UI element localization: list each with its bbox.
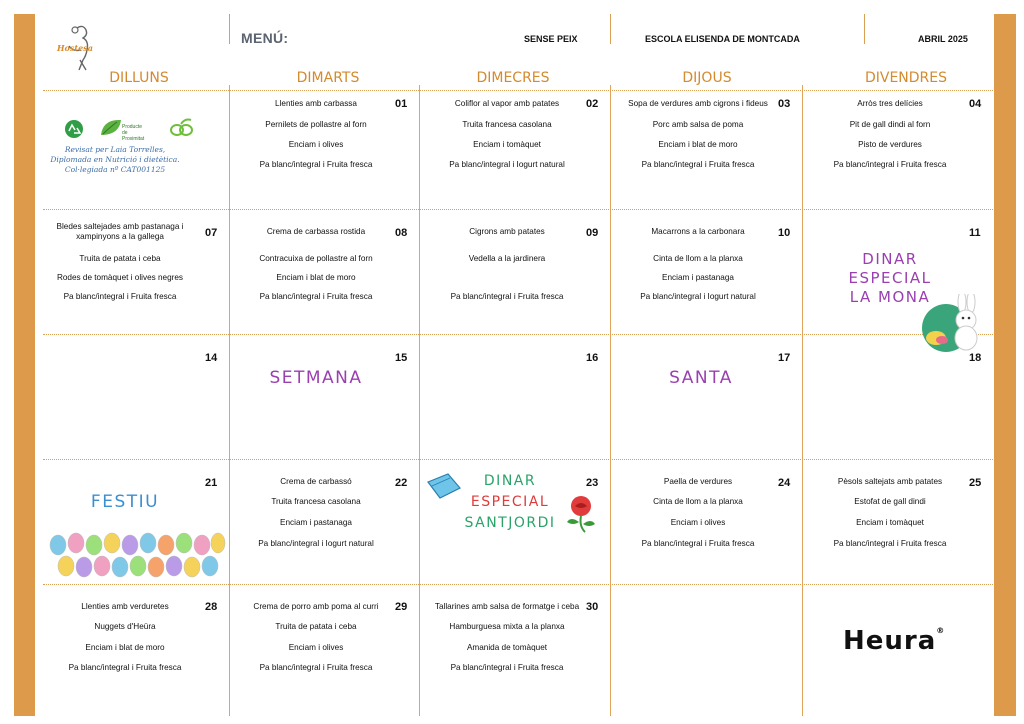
right-sidebar-bar — [994, 14, 1016, 716]
menu-item: Enciam i olives — [288, 643, 344, 652]
menu-item: Porc amb salsa de poma — [652, 120, 744, 129]
day-number: 17 — [778, 352, 791, 364]
menu-item: Pa blanc/integral i Fruita fresca — [63, 292, 177, 301]
menu-item: Truita de patata i ceba — [275, 622, 357, 631]
menu-item: Pit de gall dindi al forn — [849, 120, 931, 129]
menu-item: Truita francesa casolana — [462, 120, 552, 129]
day-number: 25 — [969, 477, 982, 489]
rose-icon — [563, 494, 599, 534]
menu-item: Nuggets d'Heüra — [94, 622, 156, 631]
day-number: 16 — [586, 352, 599, 364]
leaf-icon — [98, 117, 124, 139]
day-number: 03 — [778, 98, 791, 110]
menu-item: Hamburguesa mixta a la planxa — [449, 622, 565, 631]
day-header-friday: DIVENDRES — [864, 70, 948, 86]
nutrition-note: Revisat per Laia Torrelles, Diplomada en Nutrició i dietètica. Col·legiada nº CAT001125 — [50, 145, 180, 174]
menu-item: Enciam i pastanaga — [662, 273, 734, 282]
holiday-label: FESTIU — [90, 492, 160, 512]
easter-bunny-icon — [918, 294, 988, 356]
day-header-thursday: DIJOUS — [682, 70, 732, 86]
logo-text: Hostesa — [57, 43, 93, 53]
menu-item: Truita francesa casolana — [271, 497, 361, 506]
menu-item: Pèsols saltejats amb patates — [837, 477, 943, 486]
menu-item: Enciam i olives — [670, 518, 726, 527]
menu-item: Pa blanc/integral i Fruita fresca — [450, 663, 564, 672]
day-number: 08 — [395, 227, 408, 239]
menu-item: Pa blanc/integral i Fruita fresca — [259, 292, 373, 301]
menu-item: Pa blanc/integral i Fruita fresca — [450, 292, 564, 301]
day-number: 21 — [205, 477, 218, 489]
menu-item: Pernilets de pollastre al forn — [265, 120, 367, 129]
menu-item: Enciam i olives — [288, 140, 344, 149]
day-number: 23 — [586, 477, 599, 489]
header — [35, 14, 994, 68]
menu-item: Enciam i pastanaga — [280, 518, 352, 527]
left-sidebar-bar — [14, 14, 35, 716]
menu-item: Enciam i tomàquet — [473, 140, 541, 149]
menu-item: Pa blanc/integral i Iogurt natural — [640, 292, 756, 301]
day-number: 28 — [205, 601, 218, 613]
eco-icon — [168, 117, 194, 139]
day-number: 15 — [395, 352, 408, 364]
menu-item: Pa blanc/integral i Fruita fresca — [641, 539, 755, 548]
menu-item: Pa blanc/integral i Fruita fresca — [833, 160, 947, 169]
menu-item: Coliflor al vapor amb patates — [454, 99, 560, 108]
menu-label: MENÚ: — [241, 30, 289, 46]
menu-item: Pa blanc/integral i Fruita fresca — [259, 663, 373, 672]
menu-item: Pa blanc/integral i Fruita fresca — [833, 539, 947, 548]
recycle-icon — [62, 119, 86, 139]
menu-item: Rodes de tomàquet i olives negres — [56, 273, 184, 282]
month-label: ABRIL 2025 — [918, 34, 968, 44]
day-number: 24 — [778, 477, 791, 489]
menu-item: Enciam i blat de moro — [85, 643, 165, 652]
menu-item: Crema de porro amb poma al curri — [253, 602, 379, 611]
menu-item: Macarrons a la carbonara — [651, 227, 745, 236]
menu-item: Estofat de gall dindi — [854, 497, 926, 506]
holy-week-word-1: SETMANA — [269, 368, 363, 388]
menu-item: Contracuixa de pollastre al forn — [259, 254, 373, 263]
menu-item: Crema de carbassa rostida — [266, 227, 366, 236]
day-number: 11 — [969, 227, 981, 239]
easter-eggs-icon — [48, 531, 226, 579]
heura-logo: Heura — [843, 626, 937, 656]
menu-item: Llenties amb carbassa — [275, 99, 357, 108]
menu-item: Sopa de verdures amb cigrons i fideus — [628, 99, 768, 108]
menu-item: Enciam i blat de moro — [658, 140, 738, 149]
special-lunch-sant-jordi: DINAR ESPECIAL SANTJORDI — [464, 473, 556, 531]
day-number: 22 — [395, 477, 408, 489]
menu-item: Cinta de llom a la planxa — [653, 254, 743, 263]
menu-item: Tallarines amb salsa de formatge i ceba — [434, 602, 580, 611]
menu-item: Cinta de llom a la planxa — [653, 497, 743, 506]
day-header-monday: DILLUNS — [109, 70, 169, 86]
menu-item: Crema de carbassó — [280, 477, 352, 486]
day-number: 10 — [778, 227, 791, 239]
menu-item: Truita de patata i ceba — [79, 254, 161, 263]
menu-item: Amanida de tomàquet — [466, 643, 548, 652]
day-number: 07 — [205, 227, 218, 239]
special-lunch-mona: DINAR ESPECIAL LA MONA — [848, 250, 932, 306]
menu-item: Arròs tres delícies — [857, 99, 923, 108]
day-header-tuesday: DIMARTS — [296, 70, 360, 86]
menu-item: Pa blanc/integral i Iogurt natural — [449, 160, 565, 169]
badge-text: Producte de Proximitat — [122, 124, 145, 142]
menu-item: Cigrons amb patates — [469, 227, 545, 236]
day-number: 02 — [586, 98, 599, 110]
menu-item: Pa blanc/integral i Fruita fresca — [259, 160, 373, 169]
menu-item: Vedella a la jardinera — [468, 254, 546, 263]
menu-item: Enciam i tomàquet — [856, 518, 924, 527]
diet-label: SENSE PEIX — [524, 34, 578, 44]
day-header-wednesday: DIMECRES — [476, 70, 550, 86]
day-number: 18 — [969, 352, 982, 364]
school-name: ESCOLA ELISENDA DE MONTCADA — [645, 34, 800, 44]
brand-logo: Heura® — [843, 626, 946, 656]
day-number: 14 — [205, 352, 218, 364]
day-number: 04 — [969, 98, 982, 110]
day-number: 30 — [586, 601, 599, 613]
menu-item: Paella de verdures — [663, 477, 733, 486]
day-number: 09 — [586, 227, 599, 239]
menu-item: Pa blanc/integral i Fruita fresca — [641, 160, 755, 169]
day-number: 29 — [395, 601, 408, 613]
holy-week-word-2: SANTA — [669, 368, 733, 388]
day-number: 01 — [395, 98, 408, 110]
menu-item: Enciam i blat de moro — [276, 273, 356, 282]
menu-item: Pa blanc/integral i Fruita fresca — [68, 663, 182, 672]
menu-item: Pa blanc/integral i Iogurt natural — [258, 539, 374, 548]
menu-item: Llenties amb verduretes — [81, 602, 169, 611]
menu-item: Bledes saltejades amb pastanaga i xampinyons a la gallega — [56, 222, 184, 241]
menu-item: Pisto de verdures — [858, 140, 922, 149]
